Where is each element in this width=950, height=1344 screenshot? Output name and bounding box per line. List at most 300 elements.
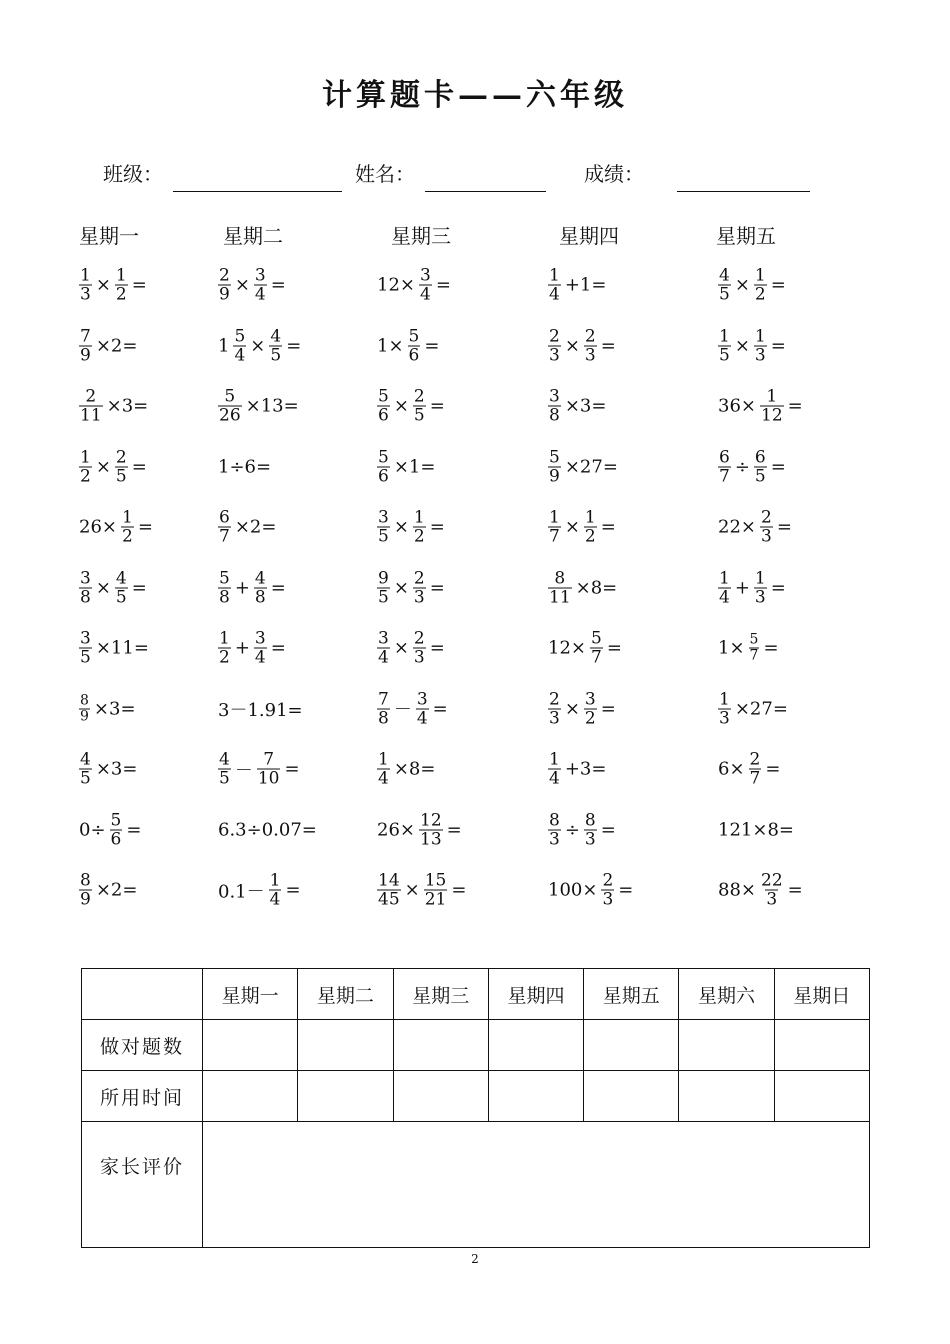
operator-text: = [770, 456, 786, 477]
table-corner [82, 969, 203, 1020]
numerator: 2 [549, 326, 560, 346]
fraction [760, 872, 784, 909]
numerator: 2 [115, 447, 127, 467]
operator-text: = [435, 274, 451, 296]
numerator: 1 [549, 265, 560, 286]
fraction [79, 448, 92, 485]
math-problem [546, 509, 618, 546]
math-problem [546, 690, 618, 727]
table-cell[interactable] [679, 1020, 774, 1071]
numerator: 2 [413, 628, 425, 649]
denominator: 8 [378, 708, 389, 728]
fraction [548, 388, 561, 425]
fraction [760, 388, 784, 425]
operator-text: 1÷6= [218, 456, 272, 477]
operator-text: 12× [377, 274, 415, 296]
numerator: 8 [554, 568, 566, 588]
operator-text: = [765, 758, 781, 780]
math-problem [546, 630, 624, 667]
denominator: 3 [549, 829, 560, 849]
fraction [760, 509, 773, 546]
fraction [754, 569, 767, 606]
denominator: 12 [761, 405, 783, 426]
operator-text: 6× [718, 758, 745, 780]
fraction [548, 327, 561, 364]
math-problem [216, 456, 273, 477]
math-problem [375, 388, 447, 425]
fraction [754, 448, 767, 485]
table-cell[interactable] [298, 1020, 393, 1071]
denominator: 3 [584, 829, 596, 849]
denominator: 9 [549, 466, 560, 486]
numerator: 6 [219, 507, 230, 528]
operator-text: ×2= [95, 335, 138, 356]
numerator: 1 [378, 749, 389, 770]
page-number: 2 [471, 1252, 479, 1266]
fraction [254, 630, 267, 667]
operator-text: × [95, 577, 111, 598]
fraction [110, 811, 123, 848]
operator-text: 3－1.91= [218, 699, 303, 721]
numerator: 5 [110, 810, 122, 830]
table-header: 星期六 [679, 969, 774, 1020]
operator-text: 100× [548, 879, 598, 901]
table-cell[interactable] [203, 1071, 298, 1122]
numerator: 7 [378, 689, 389, 709]
numerator: 5 [749, 631, 759, 648]
operator-text: 1 [218, 335, 230, 356]
math-problem [216, 388, 301, 425]
math-problem [375, 751, 437, 788]
numerator: 4 [219, 749, 230, 770]
numerator: 5 [549, 447, 560, 467]
numerator: 1 [754, 568, 766, 588]
math-problem [546, 811, 618, 848]
denominator: 5 [378, 526, 389, 547]
math-problem [375, 569, 447, 606]
operator-text: × [95, 274, 111, 296]
operator-text: × [734, 335, 750, 356]
numerator: 5 [408, 326, 420, 346]
operator-text: = [270, 274, 286, 296]
denominator: 4 [420, 284, 431, 305]
denominator: 10 [257, 768, 280, 789]
operator-text: ÷ [564, 819, 580, 840]
operator-text: = [787, 395, 803, 417]
fraction [754, 327, 767, 364]
numerator: 3 [584, 689, 596, 709]
fraction [718, 569, 731, 606]
fraction [419, 267, 432, 304]
table-cell[interactable] [488, 1020, 583, 1071]
fraction [548, 751, 561, 788]
denominator: 3 [549, 708, 560, 728]
denominator: 7 [219, 526, 230, 547]
numerator: 9 [378, 568, 389, 588]
fraction [377, 630, 390, 667]
fraction [548, 448, 561, 485]
numerator: 1 [719, 326, 730, 346]
denominator: 9 [80, 889, 91, 910]
denominator: 4 [719, 587, 730, 607]
numerator: 7 [80, 326, 91, 346]
numerator: 5 [378, 386, 389, 407]
math-problem [375, 509, 447, 546]
denominator: 8 [80, 587, 91, 607]
table-cell[interactable] [298, 1071, 393, 1122]
column-day-4 [559, 218, 619, 254]
operator-text: 1× [718, 637, 745, 659]
numerator: 3 [80, 568, 91, 588]
page-title: 计算题卡——六年级 [322, 78, 628, 113]
operator-text: = [131, 577, 147, 598]
math-problem [716, 690, 790, 727]
denominator: 5 [219, 768, 230, 789]
operator-text: ×3= [95, 758, 138, 780]
math-problem [375, 811, 464, 848]
fraction [548, 509, 561, 546]
column-day-2 [223, 218, 283, 254]
operator-text: 121×8= [718, 819, 794, 840]
fraction [377, 509, 390, 546]
fraction [254, 267, 267, 304]
fraction [218, 630, 231, 667]
numerator: 1 [115, 265, 127, 286]
math-problem [375, 448, 437, 485]
operator-text: ×2= [95, 879, 138, 901]
operator-text: + [734, 577, 750, 598]
operator-text: = [432, 698, 448, 719]
denominator: 2 [584, 708, 596, 728]
operator-text: = [770, 274, 786, 296]
table-cell[interactable] [584, 1020, 679, 1071]
numerator: 1 [719, 689, 730, 709]
denominator: 2 [754, 284, 766, 305]
score-blank[interactable] [677, 191, 810, 192]
operator-text: × [564, 516, 580, 538]
row-label-correct-count: 做对题数 [82, 1020, 203, 1071]
fraction [419, 811, 443, 848]
operator-text: 36× [718, 395, 756, 417]
table-cell[interactable] [393, 1020, 488, 1071]
fraction [254, 569, 267, 606]
denominator: 3 [584, 345, 596, 365]
fraction [79, 569, 92, 606]
math-problem [546, 448, 620, 485]
table-header: 星期一 [203, 969, 298, 1020]
denominator: 2 [413, 526, 425, 547]
math-problem [546, 267, 608, 304]
operator-text: ×3= [93, 698, 136, 719]
fraction [79, 388, 103, 425]
denominator: 8 [254, 587, 266, 607]
operator-text: ×3= [564, 395, 607, 417]
operator-text: 26× [79, 516, 117, 538]
operator-text: = [446, 819, 462, 840]
operator-text: ×27= [734, 698, 788, 719]
math-problem [77, 811, 143, 848]
operator-text: + [234, 577, 250, 598]
numerator: 14 [378, 870, 400, 891]
operator-text: = [429, 516, 445, 538]
math-problem [216, 569, 288, 606]
operator-text: × [404, 879, 420, 901]
table-cell[interactable] [679, 1071, 774, 1122]
operator-text: = [618, 879, 634, 901]
fraction [754, 267, 767, 304]
operator-text: = [763, 637, 779, 659]
denominator: 26 [219, 405, 241, 426]
record-table [81, 968, 870, 1248]
operator-text: = [451, 879, 467, 901]
math-problem [77, 448, 149, 485]
numerator: 4 [270, 326, 282, 346]
operator-text: ÷ [734, 456, 750, 477]
math-problem [216, 696, 305, 722]
operator-text: = [285, 879, 301, 901]
table-cell[interactable] [774, 1071, 869, 1122]
operator-text: = [787, 879, 803, 901]
numerator: 1 [549, 507, 560, 528]
math-problem [77, 509, 155, 546]
denominator: 5 [719, 345, 730, 365]
numerator: 1 [549, 749, 560, 770]
numerator: 6 [754, 447, 766, 467]
numerator: 8 [549, 810, 560, 830]
name-blank[interactable] [425, 191, 546, 192]
math-problem [716, 327, 788, 364]
operator-text: = [424, 335, 440, 356]
numerator: 1 [80, 447, 91, 467]
numerator: 1 [719, 568, 730, 588]
operator-text: ×11= [95, 637, 149, 659]
numerator: 8 [584, 810, 596, 830]
fraction [749, 751, 762, 788]
denominator: 45 [378, 889, 400, 910]
column-day-5 [716, 218, 776, 254]
denominator: 11 [80, 405, 102, 426]
fraction [257, 751, 281, 788]
fraction [115, 569, 128, 606]
math-problem [216, 751, 302, 788]
operator-text: = [429, 577, 445, 598]
numerator: 3 [378, 507, 389, 528]
denominator: 5 [413, 405, 425, 426]
denominator: 5 [719, 284, 730, 305]
operator-text: = [126, 819, 142, 840]
operator-text: = [286, 335, 302, 356]
math-problem [77, 693, 138, 724]
class-label: 班级： [103, 162, 163, 186]
operator-text: 6.3÷0.07= [218, 819, 317, 840]
numerator: 15 [424, 870, 447, 891]
table-cell[interactable] [774, 1020, 869, 1071]
fraction [79, 693, 90, 724]
fraction [601, 872, 614, 909]
denominator: 11 [549, 587, 571, 607]
denominator: 4 [254, 647, 266, 668]
operator-text: = [131, 456, 147, 477]
operator-text: ×27= [564, 456, 618, 477]
day-heading: 星期三 [391, 224, 451, 248]
name-label: 姓名： [355, 162, 415, 186]
day-heading: 星期四 [559, 224, 619, 248]
numerator: 1 [754, 265, 766, 286]
operator-text: × [393, 395, 409, 417]
fraction [424, 872, 448, 909]
math-problem [546, 872, 635, 909]
fraction [218, 388, 242, 425]
numerator: 2 [749, 749, 761, 770]
operator-text: × [734, 274, 750, 296]
fraction [218, 267, 231, 304]
denominator: 4 [416, 708, 428, 728]
operator-text: 88× [718, 879, 756, 901]
fraction [548, 569, 572, 606]
math-problem [375, 690, 450, 727]
fraction [548, 267, 561, 304]
numerator: 2 [85, 386, 97, 407]
numerator: 1 [584, 507, 596, 528]
table-header: 星期日 [774, 969, 869, 1020]
fraction [269, 327, 282, 364]
numerator: 1 [80, 265, 91, 286]
numerator: 3 [378, 628, 389, 649]
parent-comment-cell[interactable] [203, 1122, 870, 1248]
denominator: 4 [549, 284, 560, 305]
operator-text: 12× [548, 637, 586, 659]
fraction [413, 630, 426, 667]
math-problem [77, 751, 139, 788]
math-problem [216, 327, 303, 364]
fraction [584, 690, 597, 727]
numerator: 8 [80, 692, 89, 708]
table-cell[interactable] [393, 1071, 488, 1122]
operator-text: × [95, 456, 111, 477]
row-label-time-used: 所用时间 [82, 1071, 203, 1122]
table-cell[interactable] [203, 1020, 298, 1071]
score-label: 成绩： [584, 162, 644, 186]
numerator: 1 [269, 870, 281, 891]
class-blank[interactable] [173, 191, 342, 192]
operator-text: ×8= [393, 758, 436, 780]
denominator: 5 [80, 768, 91, 789]
denominator: 7 [719, 466, 730, 486]
table-header: 星期四 [488, 969, 583, 1020]
fraction [548, 811, 561, 848]
math-problem [716, 509, 794, 546]
fraction [718, 448, 731, 485]
denominator: 3 [766, 889, 778, 910]
math-problem [546, 388, 608, 425]
denominator: 6 [110, 829, 122, 849]
denominator: 3 [754, 587, 766, 607]
math-problem [77, 569, 149, 606]
operator-text: ×13= [245, 395, 299, 417]
numerator: 3 [254, 265, 266, 286]
operator-text: = [600, 335, 616, 356]
column-day-1 [79, 218, 139, 254]
fraction [377, 872, 401, 909]
operator-text: 0÷ [79, 819, 106, 840]
fraction [584, 811, 597, 848]
math-problem [546, 751, 608, 788]
table-cell[interactable] [488, 1071, 583, 1122]
fraction [584, 509, 597, 546]
fraction [590, 630, 603, 667]
operator-text: + [234, 637, 250, 659]
denominator: 3 [754, 345, 766, 365]
table-header: 星期二 [298, 969, 393, 1020]
row-label-parent-comment: 家长评价 [82, 1122, 203, 1248]
numerator: 7 [263, 749, 275, 770]
numerator: 4 [115, 568, 127, 588]
operator-text: = [284, 758, 300, 780]
operator-text: +1= [564, 274, 607, 296]
math-problem [216, 872, 303, 909]
math-problem [77, 630, 151, 667]
denominator: 6 [378, 466, 389, 486]
operator-text: = [770, 577, 786, 598]
math-problem [77, 388, 150, 425]
math-problem [716, 819, 796, 840]
fraction [115, 448, 128, 485]
numerator: 2 [549, 689, 560, 709]
operator-text: ×1= [393, 456, 436, 477]
math-problem [716, 569, 788, 606]
math-problem [216, 630, 288, 667]
fraction [79, 872, 92, 909]
operator-text: = [776, 516, 792, 538]
numerator: 2 [602, 870, 614, 891]
operator-text: × [393, 637, 409, 659]
fraction [408, 327, 421, 364]
operator-text: = [270, 577, 286, 598]
fraction [377, 569, 390, 606]
numerator: 22 [761, 870, 783, 891]
denominator: 9 [80, 708, 89, 724]
denominator: 4 [549, 768, 560, 789]
denominator: 3 [80, 284, 91, 305]
operator-text: － [393, 699, 412, 721]
denominator: 13 [420, 829, 442, 849]
operator-text: × [393, 516, 409, 538]
table-cell[interactable] [584, 1071, 679, 1122]
operator-text: ×2= [234, 516, 277, 538]
column-day-3 [391, 218, 451, 254]
math-problem [716, 388, 805, 425]
denominator: 5 [80, 647, 91, 668]
fraction [218, 751, 231, 788]
fraction [718, 690, 731, 727]
fraction [79, 267, 92, 304]
numerator: 3 [254, 628, 266, 649]
math-problem [375, 327, 441, 364]
denominator: 2 [122, 526, 133, 547]
denominator: 9 [219, 284, 230, 305]
math-problem [216, 267, 288, 304]
denominator: 7 [749, 647, 759, 664]
numerator: 4 [719, 265, 730, 286]
operator-text: = [270, 637, 286, 659]
numerator: 5 [378, 447, 389, 467]
fraction [121, 509, 134, 546]
numerator: 3 [416, 689, 428, 709]
denominator: 7 [749, 768, 761, 789]
denominator: 4 [234, 345, 246, 365]
fraction [377, 448, 390, 485]
denominator: 5 [115, 587, 127, 607]
